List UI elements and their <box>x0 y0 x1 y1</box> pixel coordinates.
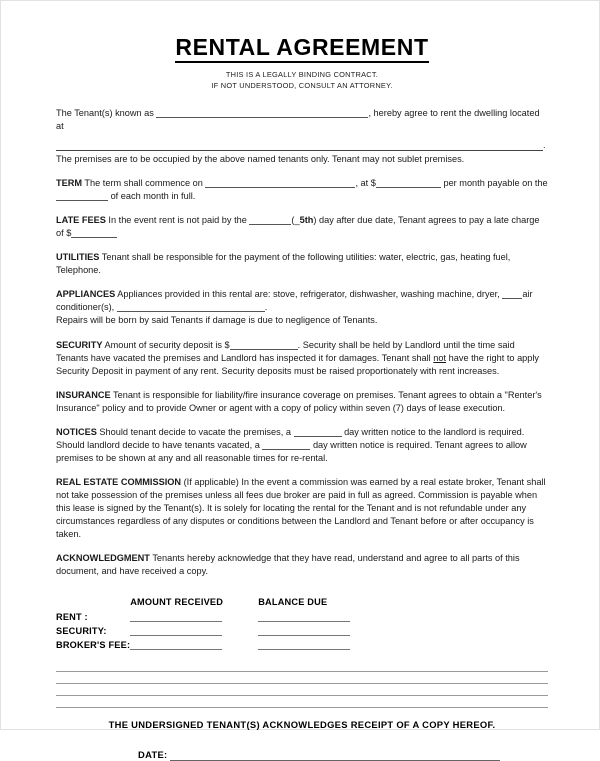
date-field[interactable] <box>170 752 500 761</box>
section-utilities-text: Tenant shall be responsible for the payment of the following utilities: water, electric, gas, heating fuel, Telephone. <box>56 252 511 276</box>
section-insurance-text: Tenant is responsible for liability/fire insurance coverage on premises. Tenant agrees to obtain a "Renter's Insurance" policy and to provide Owner or agent with a copy of policy within seven (7) days of lease execution. <box>56 389 542 413</box>
section-notices <box>56 426 548 465</box>
section-security-label: SECURITY <box>56 339 103 350</box>
rent-amount-received-field[interactable] <box>130 613 222 622</box>
row-label-security: SECURITY: <box>56 626 107 637</box>
blank-signature-lines <box>56 671 548 708</box>
row-label-rent: RENT : <box>56 612 88 623</box>
term-start-date-field[interactable] <box>205 187 355 188</box>
section-utilities <box>56 251 548 277</box>
section-term-text-1: The term shall commence on <box>84 177 203 188</box>
table-row <box>56 639 378 653</box>
address-field-row <box>56 140 548 153</box>
row-label-brokers-fee: BROKER'S FEE: <box>56 640 131 651</box>
section-security-text-3: have the right to apply Security Deposit in payment of any rent. Security deposits must be raised proportionately with rent increases. <box>56 352 540 376</box>
title-block <box>56 1 548 92</box>
date-row <box>56 749 548 761</box>
section-utilities-label: UTILITIES <box>56 252 100 263</box>
section-appliances-label: APPLIANCES <box>56 289 116 300</box>
security-balance-due-cell[interactable] <box>258 625 378 639</box>
section-insurance <box>56 389 548 415</box>
section-appliances-text-3: . <box>264 302 268 313</box>
brokers-fee-amount-received-field[interactable] <box>130 641 222 650</box>
brokers-fee-balance-due-field[interactable] <box>258 641 350 650</box>
brokers-fee-balance-due-cell[interactable] <box>258 639 378 653</box>
late-fee-paren-open: (_ <box>291 215 300 226</box>
section-acknowledgment <box>56 552 548 578</box>
term-rent-amount-field[interactable] <box>376 187 441 188</box>
section-appliances <box>56 288 548 327</box>
section-notices-text-2: day written notice to the landlord is required. Should landlord decide to have tenants vacated, a <box>56 426 525 450</box>
address-field[interactable] <box>56 141 543 151</box>
column-header-balance-due: BALANCE DUE <box>258 597 328 608</box>
section-real-estate-commission-text: (If applicable) In the event a commission was earned by a real estate broker, Tenant shall not take possession of the premises unless all fees due broker are paid in full as agreed. Commission is payable when this lease is signed by the Tenant(s). It is solely for locating the rental for the Tenant and is not refundable under any circumstances regardless of any disputes or conditions between the Landlord and Tenant before or after occupancy is taken. <box>56 477 546 540</box>
document-body <box>56 1 548 761</box>
column-header-amount-received: AMOUNT RECEIVED <box>130 597 224 608</box>
intro-paragraph <box>56 107 548 133</box>
term-due-day-field[interactable] <box>56 200 108 201</box>
rent-balance-due-cell[interactable] <box>258 611 378 625</box>
table-row <box>56 625 378 639</box>
signature-blank-line[interactable] <box>56 695 548 696</box>
section-late-fees-text-2: day after due date, Tenant agrees to pay a late charge of $ <box>56 215 540 239</box>
section-term-text-4: of each month in full. <box>110 191 196 202</box>
section-term-text-2: , at $ <box>355 177 376 188</box>
section-security-text-2: . Security shall be held by Landlord until the time said Tenants have vacated the premises and Landlord has inspected it for damages. Tenant shall <box>56 339 515 363</box>
section-notices-label: NOTICES <box>56 426 97 437</box>
subtitle-line-1: THIS IS A LEGALLY BINDING CONTRACT. <box>225 70 379 80</box>
section-notices-text-1: Should tenant decide to vacate the premises, a <box>99 426 291 437</box>
appliances-ac-count-field[interactable] <box>502 298 522 299</box>
security-deposit-amount-field[interactable] <box>230 349 298 350</box>
section-security-text-1: Amount of security deposit is $ <box>104 339 230 350</box>
security-balance-due-field[interactable] <box>258 627 350 636</box>
signature-blank-line[interactable] <box>56 671 548 672</box>
undersigned-acknowledgement: THE UNDERSIGNED TENANT(S) ACKNOWLEDGES RECEIPT OF A COPY HEREOF. <box>108 719 496 731</box>
tenant-name-field[interactable] <box>156 117 368 118</box>
late-fee-day-field[interactable] <box>249 224 291 225</box>
security-amount-received-field[interactable] <box>130 627 222 636</box>
subtitle-line-2: IF NOT UNDERSTOOD, CONSULT AN ATTORNEY. <box>211 81 393 91</box>
notices-tenant-days-field[interactable] <box>294 436 342 437</box>
column-header-item <box>56 597 130 611</box>
section-term-label: TERM <box>56 177 83 188</box>
intro-text-2: , hereby agree to rent the dwelling located at <box>56 107 540 131</box>
table-header-row <box>56 597 378 611</box>
payment-summary-table <box>56 597 378 653</box>
rent-amount-received-cell[interactable] <box>130 611 258 625</box>
document-subtitle <box>56 70 548 91</box>
section-notices-text-3: day written notice is required. Tenant agrees to allow premises to be shown at any and all reasonable times for re-rental. <box>56 439 527 463</box>
late-fee-paren-close: ) <box>313 215 317 226</box>
date-label: DATE: <box>138 749 168 761</box>
section-acknowledgment-text: Tenants hereby acknowledge that they have read, understand and agree to all parts of this document, and have received a copy. <box>56 553 520 577</box>
section-term-text-3: per month payable on the <box>443 177 548 188</box>
security-amount-received-cell[interactable] <box>130 625 258 639</box>
section-appliances-text-1: Appliances provided in this rental are: stove, refrigerator, dishwasher, washing machine, dryer, <box>117 289 500 300</box>
section-late-fees-text-1: In the event rent is not paid by the <box>108 215 247 226</box>
section-appliances-text-2: air conditioner(s), <box>56 289 533 313</box>
section-acknowledgment-label: ACKNOWLEDGMENT <box>56 553 150 564</box>
late-fee-day-default: 5th <box>299 215 314 226</box>
section-late-fees-label: LATE FEES <box>56 215 106 226</box>
intro-text-1: The Tenant(s) known as <box>56 107 154 118</box>
page-title: RENTAL AGREEMENT <box>175 35 428 63</box>
rent-balance-due-field[interactable] <box>258 613 350 622</box>
section-insurance-label: INSURANCE <box>56 389 111 400</box>
table-row <box>56 611 378 625</box>
notices-landlord-days-field[interactable] <box>262 449 310 450</box>
late-fee-charge-field[interactable] <box>71 237 117 238</box>
section-security <box>56 339 548 378</box>
section-appliances-text-4: Repairs will be born by said Tenants if damage is due to negligence of Tenants. <box>56 315 378 326</box>
address-trailing-period: . <box>543 139 546 150</box>
section-term <box>56 177 548 203</box>
premises-occupancy-line: The premises are to be occupied by the above named tenants only. Tenant may not sublet premises. <box>56 153 465 164</box>
signature-blank-line[interactable] <box>56 683 548 684</box>
security-not-emphasis: not <box>433 352 447 363</box>
section-real-estate-commission <box>56 476 548 541</box>
section-late-fees <box>56 214 548 240</box>
brokers-fee-amount-received-cell[interactable] <box>130 639 258 653</box>
appliances-other-field[interactable] <box>117 311 265 312</box>
section-real-estate-commission-label: REAL ESTATE COMMISSION <box>56 477 182 488</box>
signature-blank-line[interactable] <box>56 707 548 708</box>
